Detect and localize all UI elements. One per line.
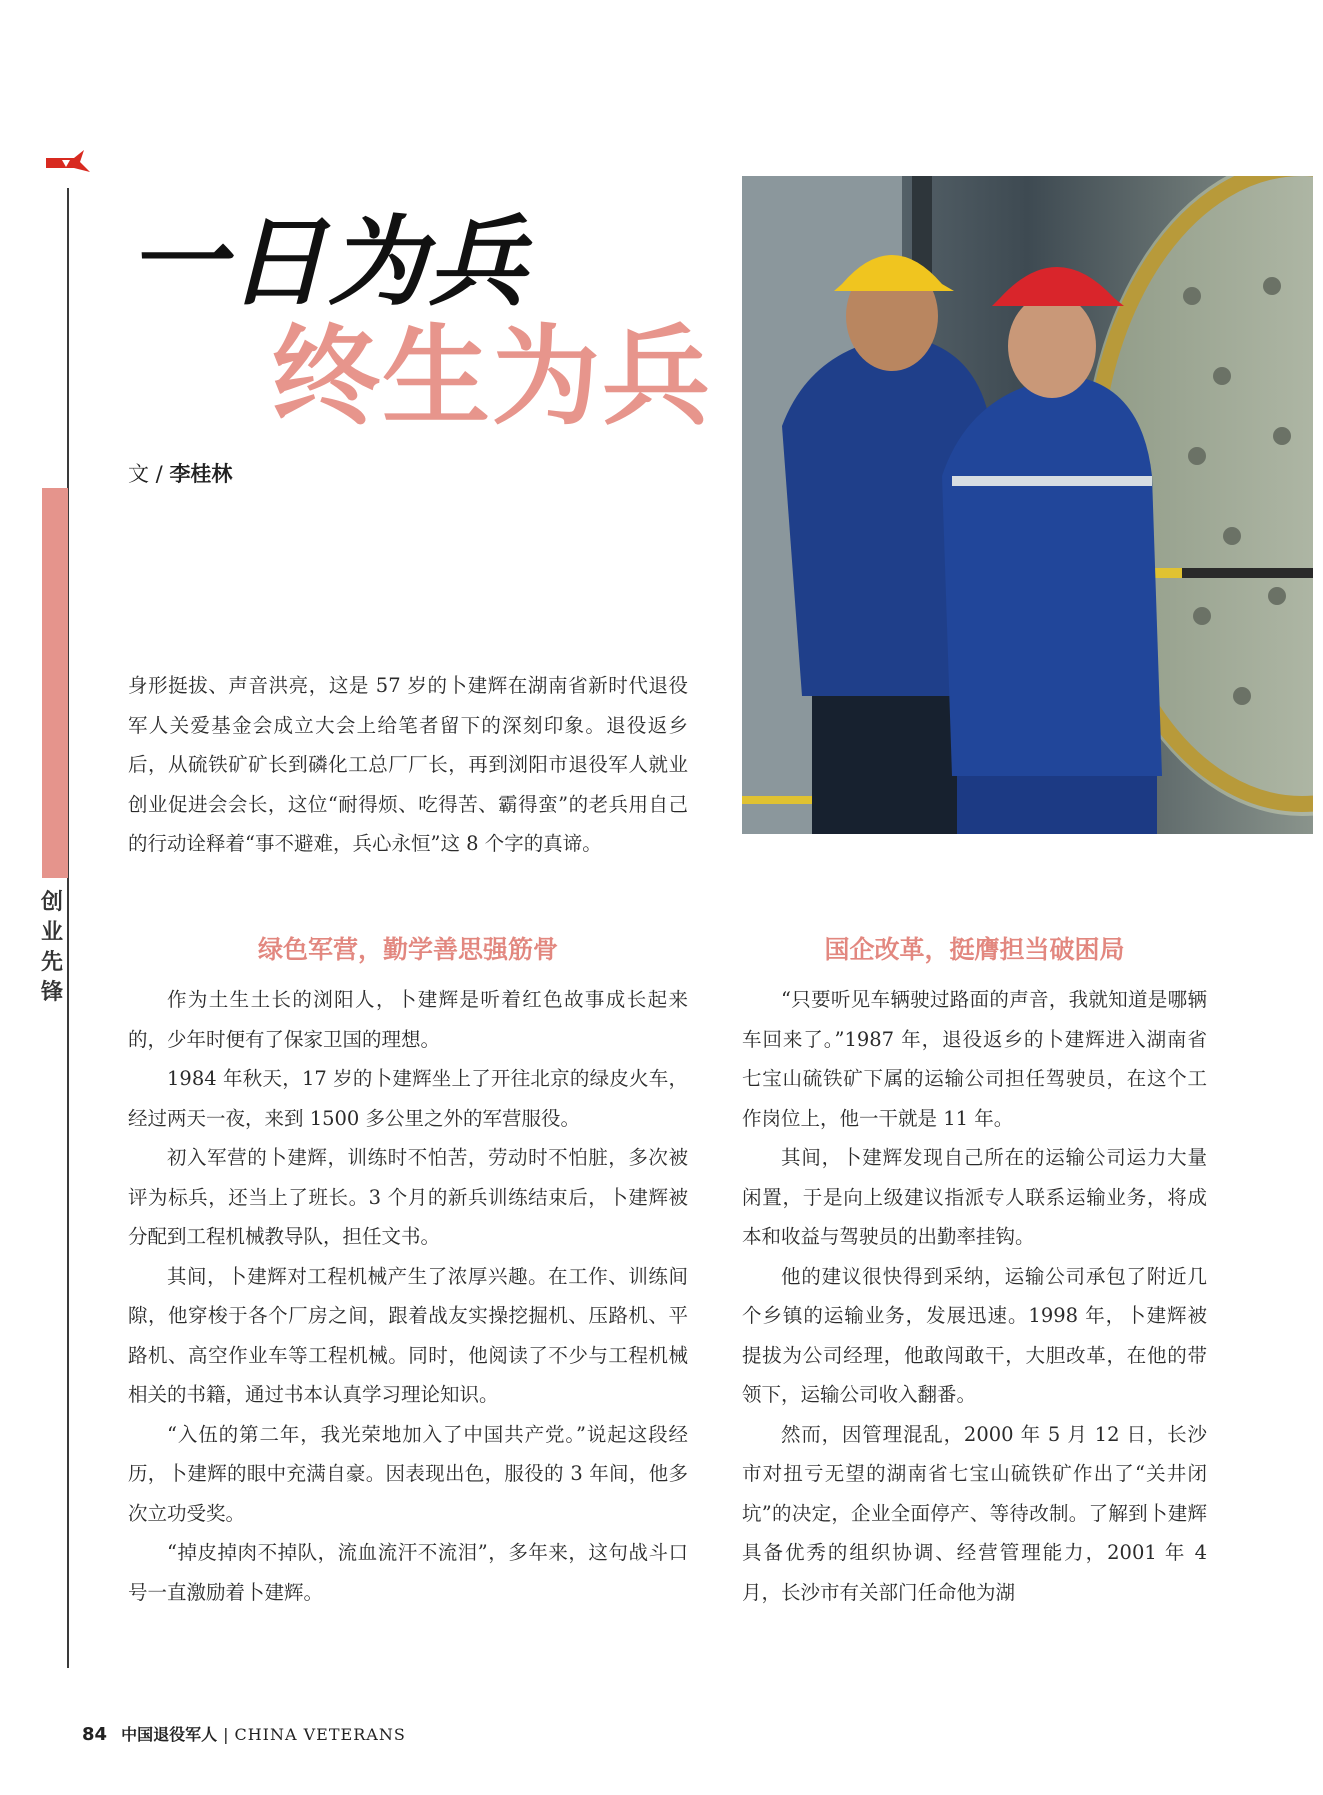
page-footer (82, 1722, 406, 1745)
left-paragraph: “掉皮掉肉不掉队，流血流汗不流泪”，多年来，这句战斗口号一直激励着卜建辉。 (128, 1541, 688, 1604)
footer-separator: | (223, 1725, 229, 1744)
byline (128, 458, 232, 488)
intro-paragraph: 身形挺拔、声音洪亮，这是 57 岁的卜建辉在湖南省新时代退役军人关爱基金会成立大会上给笔者留下的深刻印象。退役返乡后，从硫铁矿矿长到磷化工总厂厂长，再到浏阳市退役军人就业创业促进会会长，这位“耐得烦、吃得苦、霸得蛮”的老兵用自己的行动诠释着“事不避难，兵心永恒”这 8 个字的真谛。 (128, 674, 688, 855)
right-paragraph: “只要听见车辆驶过路面的声音，我就知道是哪辆车回来了。”1987 年，退役返乡的卜建辉进入湖南省七宝山硫铁矿下属的运输公司担任驾驶员，在这个工作岗位上，他一干就是 11 年。 (742, 988, 1207, 1130)
left-paragraph: 1984 年秋天，17 岁的卜建辉坐上了开往北京的绿皮火车，经过两天一夜，来到 1500 多公里之外的军营服役。 (128, 1067, 688, 1130)
right-paragraph: 然而，因管理混乱，2000 年 5 月 12 日，长沙市对扭亏无望的湖南省七宝山硫铁矿作出了“关井闭坑”的决定，企业全面停产、等待改制。了解到卜建辉具备优秀的组织协调、经营管理能力，2001 年 4 月，长沙市有关部门任命他为湖 (742, 1422, 1207, 1604)
left-column (128, 930, 688, 1612)
byline-prefix: 文 / (128, 462, 170, 486)
left-rule (67, 188, 69, 1668)
magazine-name-cn: 中国退役军人 (121, 1725, 218, 1744)
section-accent-bar (42, 488, 68, 878)
flag-logo-icon (44, 148, 92, 180)
right-paragraph: 他的建议很快得到采纳，运输公司承包了附近几个乡镇的运输业务，发展迅速。1998 年，卜建辉被提拔为公司经理，他敢闯敢干，大胆改革，在他的带领下，运输公司收入翻番。 (742, 1264, 1207, 1406)
feature-photo (742, 176, 1313, 834)
magazine-name-en: CHINA VETERANS (234, 1725, 406, 1744)
title-line-1: 一日为兵 (128, 205, 529, 320)
title-line-2: 终生为兵 (272, 314, 713, 440)
section-label: 创 业 先 锋 (40, 890, 63, 1005)
left-paragraph: 其间，卜建辉对工程机械产生了浓厚兴趣。在工作、训练间隙，他穿梭于各个厂房之间，跟着战友实操挖掘机、压路机、平路机、高空作业车等工程机械。同时，他阅读了不少与工程机械相关的书籍，通过书本认真学习理论知识。 (128, 1264, 688, 1406)
page-number: 84 (82, 1724, 108, 1745)
right-column-heading: 国企改革，挺膺担当破困局 (824, 935, 1125, 964)
right-column (742, 930, 1207, 1612)
left-column-heading: 绿色军营，勤学善思强筋骨 (257, 935, 558, 964)
left-paragraph: 初入军营的卜建辉，训练时不怕苦，劳动时不怕脏，多次被评为标兵，还当上了班长。3 个月的新兵训练结束后，卜建辉被分配到工程机械教导队，担任文书。 (128, 1146, 688, 1248)
left-paragraph: 作为土生土长的浏阳人，卜建辉是听着红色故事成长起来的，少年时便有了保家卫国的理想。 (128, 988, 688, 1051)
right-paragraph: 其间，卜建辉发现自己所在的运输公司运力大量闲置，于是向上级建议指派专人联系运输业务，将成本和收益与驾驶员的出勤率挂钩。 (742, 1146, 1207, 1248)
author-name: 李桂林 (169, 462, 233, 486)
left-paragraph: “入伍的第二年，我光荣地加入了中国共产党。”说起这段经历，卜建辉的眼中充满自豪。因表现出色，服役的 3 年间，他多次立功受奖。 (128, 1422, 688, 1525)
